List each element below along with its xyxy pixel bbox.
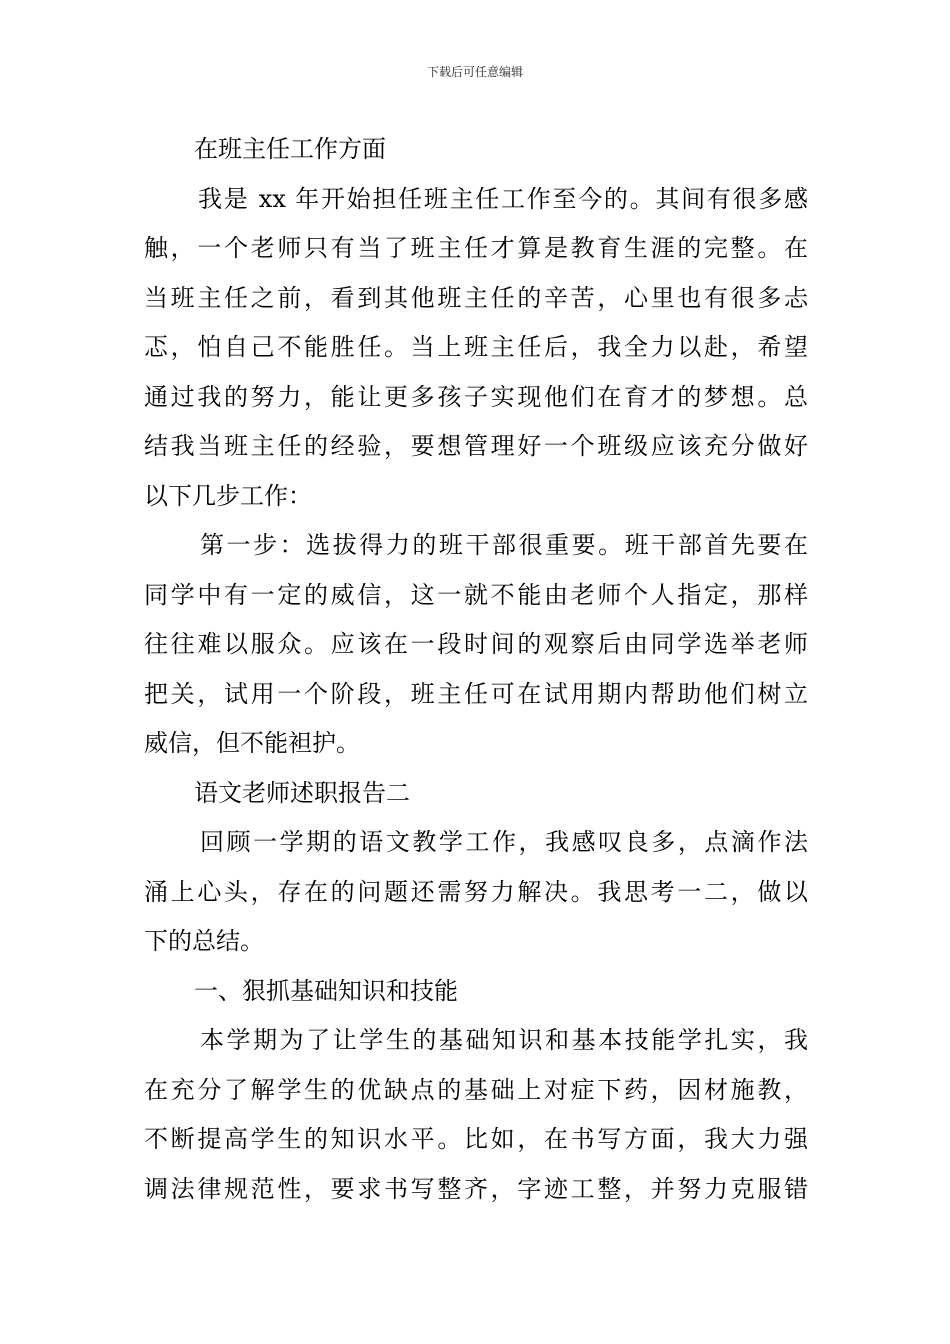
paragraph-line: 通过我的努力，能让更多孩子实现他们在育才的梦想。总 — [144, 382, 808, 411]
paragraph-line: 把关，试用一个阶段，班主任可在试用期内帮助他们树立 — [144, 679, 808, 708]
paragraph-line: 涌上心头，存在的问题还需努力解决。我思考一二，做以 — [144, 877, 808, 906]
paragraph-line: 本学期为了让学生的基础知识和基本技能学扎实，我 — [200, 1026, 808, 1054]
page-header: 下载后可任意编辑 — [426, 65, 523, 79]
paragraph-line: 威信，但不能袒护。 — [144, 729, 360, 757]
section-heading: 在班主任工作方面 — [194, 135, 386, 163]
paragraph-line: 我是 xx 年开始担任班主任工作至今的。其间有很多感 — [198, 184, 808, 213]
paragraph-line: 不断提高学生的知识水平。比如，在书写方面，我大力强 — [144, 1125, 808, 1153]
paragraph-line: 回顾一学期的语文教学工作，我感叹良多，点滴作法 — [200, 828, 808, 856]
section-heading: 语文老师述职报告二 — [194, 778, 410, 807]
paragraph-line: 下的总结。 — [144, 927, 264, 955]
section-heading: 一、狠抓基础知识和技能 — [194, 976, 458, 1005]
paragraph-line: 第一步：选拔得力的班干部很重要。班干部首先要在 — [200, 531, 808, 559]
document-body — [144, 125, 808, 1214]
paragraph-line: 触，一个老师只有当了班主任才算是教育生涯的完整。在 — [144, 234, 808, 262]
paragraph-line: 结我当班主任的经验，要想管理好一个班级应该充分做好 — [144, 432, 808, 460]
paragraph-line: 当班主任之前，看到其他班主任的辛苦，心里也有很多忐 — [144, 283, 808, 312]
paragraph-line: 往往难以服众。应该在一段时间的观察后由同学选举老师 — [144, 630, 808, 658]
paragraph-line: 以下几步工作： — [144, 481, 312, 510]
paragraph-line: 忑，怕自己不能胜任。当上班主任后，我全力以赴，希望 — [144, 333, 808, 361]
paragraph-line: 在充分了解学生的优缺点的基础上对症下药，因材施教， — [144, 1075, 808, 1104]
paragraph-line: 同学中有一定的威信，这一就不能由老师个人指定，那样 — [144, 580, 808, 609]
paragraph-line: 调法律规范性，要求书写整齐，字迹工整，并努力克服错 — [144, 1174, 808, 1203]
